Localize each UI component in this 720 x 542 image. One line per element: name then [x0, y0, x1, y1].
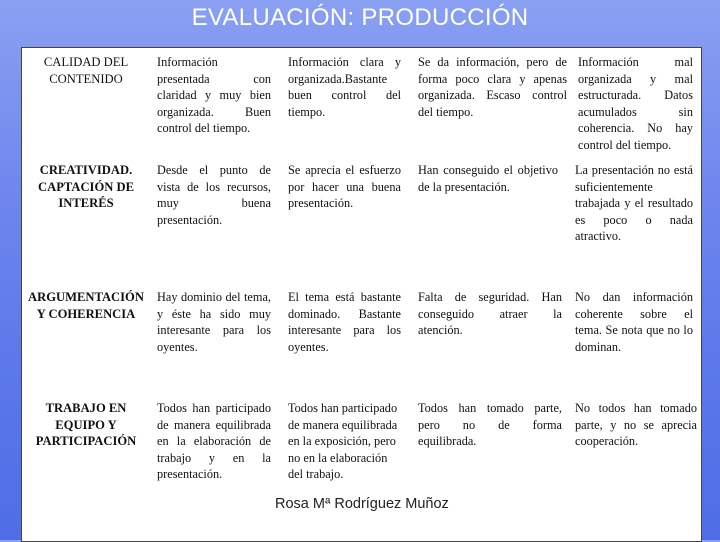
slide-title: EVALUACIÓN: PRODUCCIÓN	[191, 4, 529, 31]
rubric-cell: Información clara y organizada.Bastante buen control del tiempo.	[288, 55, 401, 119]
criterion-calidad: CALIDAD DEL CONTENIDO	[43, 55, 129, 86]
rubric-cell: Información mal organizada y mal estructurada. Datos acumulados sin coherencia. No hay control del tiempo.	[578, 55, 693, 152]
rubric-cell: Falta de seguridad. Han conseguido atraer la atención.	[418, 290, 562, 337]
rubric-table	[21, 47, 702, 542]
rubric-cell: Todos han participado de manera equilibrada en la exposición, pero no en la elaboración del trabajo.	[288, 401, 398, 481]
rubric-cell: Se da información, pero de forma poco clara y apenas organizada. Escaso control del tiempo.	[418, 55, 567, 119]
rubric-cell: La presentación no está suficientemente trabajada y el resultado es poco o nada atractivo.	[575, 163, 693, 243]
rubric-cell: Hay dominio del tema, y éste ha sido muy interesante para los oyentes.	[157, 290, 271, 354]
criterion-argumentacion: ARGUMENTACIÓN Y COHERENCIA	[28, 290, 144, 321]
rubric-cell: No dan información coherente sobre el tema. Se nota que no lo dominan.	[575, 290, 693, 354]
criterion-creatividad: CREATIVIDAD. CAPTACIÓN DE INTERÉS	[38, 163, 134, 210]
author-footer: Rosa Mª Rodríguez Muñoz	[275, 496, 449, 512]
rubric-cell: Todos han participado de manera equilibrada en la elaboración de trabajo y en la presentación.	[157, 401, 271, 481]
criterion-trabajo-equipo: TRABAJO EN EQUIPO Y PARTICIPACIÓN	[35, 401, 137, 448]
rubric-cell: Información presentada con claridad y muy bien organizada. Buen control del tiempo.	[157, 55, 271, 135]
rubric-cell: Han conseguido el objetivo de la presentación.	[418, 163, 558, 194]
rubric-cell: El tema está bastante dominado. Bastante interesante para los oyentes.	[288, 290, 401, 354]
rubric-cell: Se aprecia el esfuerzo por hacer una buena presentación.	[288, 163, 401, 210]
rubric-cell: No todos han tomado parte, y no se aprecia cooperación.	[575, 401, 697, 448]
rubric-cell: Todos han tomado parte, pero no de forma equilibrada.	[418, 401, 562, 448]
rubric-cell: Desde el punto de vista de los recursos, muy buena presentación.	[157, 163, 271, 227]
